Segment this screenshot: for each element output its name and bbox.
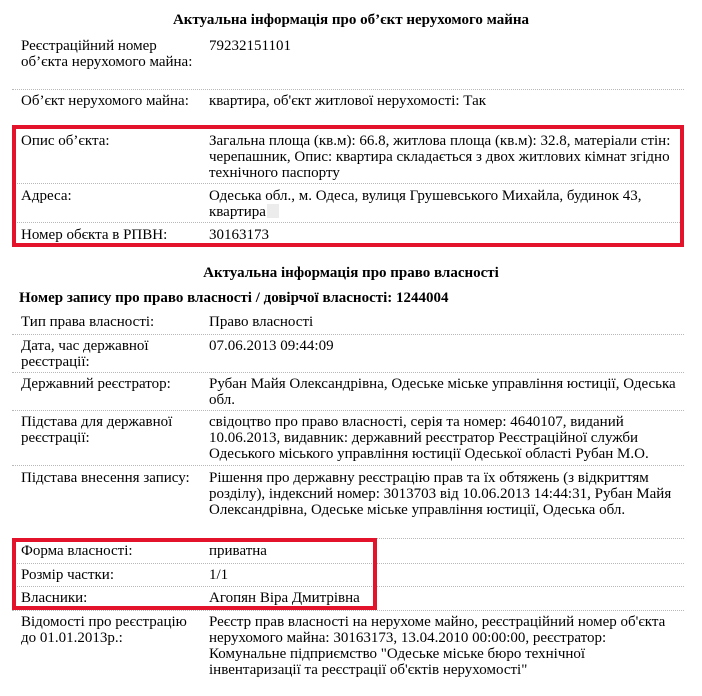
row-separator [12, 610, 684, 611]
row-label: Реєстраційний номер об’єкта нерухомого майна: [21, 38, 193, 70]
row-value: свідоцтво про право власності, серія та номер: 4640107, виданий 10.06.2013, видавник: державний реєстратор Реєстраційної служби Одеського міського управління юстиції Одеської області Рубан М.О. [209, 414, 649, 462]
row-value: Агопян Віра Дмитрівна [209, 590, 360, 606]
record-title: Номер запису про право власності / довірчої власності: 1244004 [19, 290, 449, 306]
row-value: 30163173 [209, 227, 269, 243]
row-separator [12, 465, 684, 466]
row-separator [12, 334, 684, 335]
row-value: 07.06.2013 09:44:09 [209, 338, 334, 354]
row-value: Рубан Майя Олександрівна, Одеське міське управління юстиції, Одеська обл. [209, 376, 676, 408]
row-label: Розмір частки: [21, 567, 114, 583]
row-label: Відомості про реєстрацію до 01.01.2013р.: [21, 614, 187, 646]
highlight-box-object-details [12, 125, 684, 247]
row-label: Підстава для державної реєстрації: [21, 414, 173, 446]
row-label: Номер обєкта в РПВН: [21, 227, 168, 243]
row-label: Тип права власності: [21, 314, 155, 330]
row-label: Форма власності: [21, 543, 133, 559]
row-label: Опис об’єкта: [21, 133, 110, 149]
row-value: Реєстр прав власності на нерухоме майно, реєстраційний номер об'єкта нерухомого майна: 30163173, 13.04.2010 00:00:00, реєстратор: Комунальне підприємство "Одеське міське бюро технічної інвентаризації та реєстрації об'єктів нерухомості" [209, 614, 666, 678]
row-label: Об’єкт нерухомого майна: [21, 93, 189, 109]
object-section-title: Актуальна інформація про об’єкт нерухомого майна [172, 12, 530, 28]
row-value: Загальна площа (кв.м): 66.8, житлова площа (кв.м): 32.8, матеріали стін: черепашник, Опис: квартира складається з двох житлових кімнат згідно технічного паспорту [209, 133, 671, 181]
highlight-box-ownership [12, 538, 377, 610]
row-label: Дата, час державної реєстрації: [21, 338, 149, 370]
row-label: Адреса: [21, 188, 72, 204]
row-value: 1/1 [209, 567, 229, 583]
row-value: приватна [209, 543, 267, 559]
row-value: 79232151101 [209, 38, 291, 54]
row-separator [12, 89, 684, 90]
row-value: Рішення про державну реєстрацію прав та їх обтяжень (з відкриттям розділу), індексний номер: 3013703 від 10.06.2013 14:44:31, Рубан Майя Олександрівна, Одеське міське управління юстиції, Одеська обл. [209, 470, 672, 518]
address-text: Одеська обл., м. Одеса, вулиця Грушевського Михайла, будинок 43, квартира [209, 188, 642, 220]
row-separator [12, 410, 684, 411]
row-value: Право власності [209, 314, 314, 330]
row-value: квартира, об'єкт житлової нерухомості: Так [209, 93, 487, 109]
row-label: Підстава внесення запису: [21, 470, 190, 486]
rights-section-title: Актуальна інформація про право власності [203, 265, 499, 281]
row-separator [12, 372, 684, 373]
row-label: Державний реєстратор: [21, 376, 171, 392]
row-label: Власники: [21, 590, 88, 606]
